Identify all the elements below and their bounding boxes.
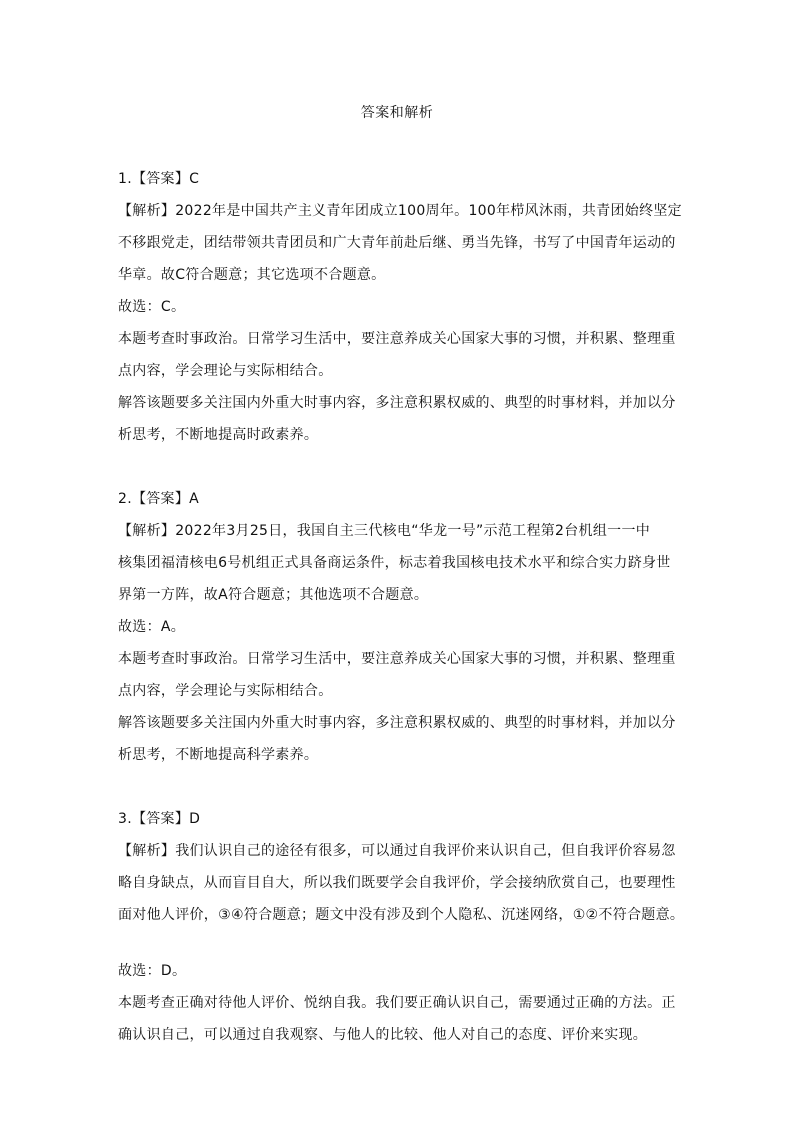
explanation-line: 点内容，学会理论与实际相结合。 xyxy=(118,683,333,699)
analysis-line: 【解析】我们认识自己的途径有很多，可以通过自我评价来认识自己，但自我评价容易忽 xyxy=(118,843,676,859)
spacer xyxy=(118,451,688,483)
analysis-line: 界第一方阵，故A符合题意；其他选项不合题意。 xyxy=(118,587,429,603)
explanation-line: 解答该题要多关注国内外重大时事内容，多注意积累权威的、典型的时事材料，并加以分 xyxy=(118,395,676,411)
choice-line: 故选：D。 xyxy=(118,963,187,979)
answer-line: 3.【答案】D xyxy=(118,811,201,827)
question-block-3 xyxy=(118,803,688,1051)
analysis-line: 面对他人评价，③④符合题意；题文中没有涉及到个人隐私、沉迷网络，①②不符合题意。 xyxy=(118,907,685,923)
explanation-line: 本题考查正确对待他人评价、悦纳自我。我们要正确认识自己，需要通过正确的方法。正 xyxy=(118,995,676,1011)
answer-line: 2.【答案】A xyxy=(118,491,200,507)
explanation-line: 析思考，不断地提高时政素养。 xyxy=(118,427,319,443)
explanation-line: 本题考查时事政治。日常学习生活中，要注意养成关心国家大事的习惯，并积累、整理重 xyxy=(118,331,676,347)
analysis-line: 【解析】2022年3月25日，我国自主三代核电“华龙一号”示范工程第2台机组一一中 xyxy=(118,523,651,539)
analysis-line: 【解析】2022年是中国共产主义青年团成立100周年。100年栉风沐雨，共青团始终坚定 xyxy=(118,203,682,219)
question-block-2 xyxy=(118,483,688,771)
spacer xyxy=(118,931,688,955)
question-block-1 xyxy=(118,163,688,451)
analysis-line: 华章。故C符合题意；其它选项不合题意。 xyxy=(118,267,386,283)
explanation-line: 析思考，不断地提高科学素养。 xyxy=(118,747,319,763)
answer-line: 1.【答案】C xyxy=(118,171,200,187)
explanation-line: 本题考查时事政治。日常学习生活中，要注意养成关心国家大事的习惯，并积累、整理重 xyxy=(118,651,676,667)
analysis-line: 略自身缺点，从而盲目自大，所以我们既要学会自我评价，学会接纳欣赏自己，也要理性 xyxy=(118,875,676,891)
spacer xyxy=(118,771,688,803)
answer-content xyxy=(118,163,688,1051)
page-title: 答案和解析 xyxy=(360,105,434,121)
explanation-line: 解答该题要多关注国内外重大时事内容，多注意积累权威的、典型的时事材料，并加以分 xyxy=(118,715,676,731)
analysis-line: 不移跟党走，团结带领共青团员和广大青年前赴后继、勇当先锋，书写了中国青年运动的 xyxy=(118,235,676,251)
choice-line: 故选：A。 xyxy=(118,619,186,635)
choice-line: 故选：C。 xyxy=(118,299,186,315)
analysis-line: 核集团福清核电6号机组正式具备商运条件，标志着我国核电技术水平和综合实力跻身世 xyxy=(118,555,671,571)
explanation-line: 点内容，学会理论与实际相结合。 xyxy=(118,363,333,379)
explanation-line: 确认识自己，可以通过自我观察、与他人的比较、他人对自己的态度、评价来实现。 xyxy=(118,1027,648,1043)
